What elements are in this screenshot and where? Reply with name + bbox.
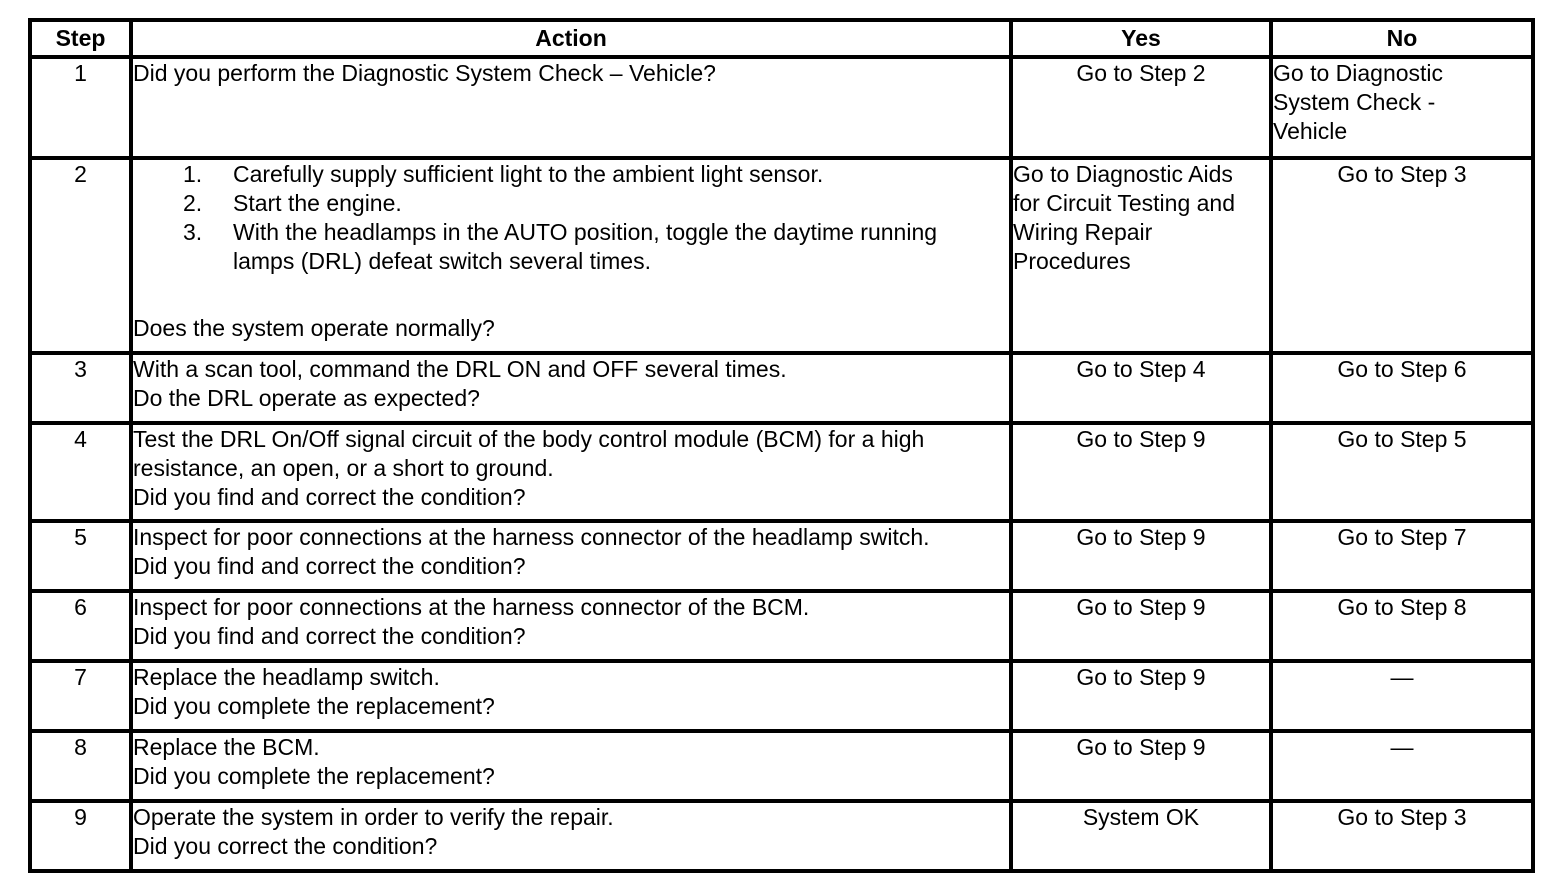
action-cell — [131, 591, 1011, 661]
action-text: Did you find and correct the condition? — [133, 553, 526, 579]
step-number: 7 — [30, 661, 131, 731]
action-text: Did you find and correct the condition? — [133, 623, 526, 649]
action-cell — [131, 57, 1011, 158]
action-text: Inspect for poor connections at the harness connector of the headlamp switch. — [133, 524, 930, 550]
yes-result: Go to Step 4 — [1011, 353, 1271, 423]
action-text: Did you find and correct the condition? — [133, 484, 526, 510]
action-cell — [131, 521, 1011, 591]
substep-list — [133, 160, 1009, 276]
action-cell — [131, 158, 1011, 353]
spacer — [133, 276, 1009, 314]
no-result-line: Go to Diagnostic — [1273, 60, 1444, 86]
yes-result: Go to Step 9 — [1011, 423, 1271, 521]
step-number: 2 — [30, 158, 131, 353]
substep-number: 3. — [183, 219, 203, 245]
yes-result-line: for Circuit Testing and — [1013, 190, 1236, 216]
yes-result: System OK — [1011, 801, 1271, 871]
table-row — [30, 57, 1533, 158]
action-text: Replace the BCM. — [133, 734, 320, 760]
step-number: 4 — [30, 423, 131, 521]
table-row — [30, 423, 1533, 521]
no-result-line: System Check - — [1273, 89, 1436, 115]
no-result: — — [1271, 661, 1533, 731]
step-number: 9 — [30, 801, 131, 871]
action-cell — [131, 353, 1011, 423]
yes-result: Go to Step 2 — [1011, 57, 1271, 158]
action-cell — [131, 801, 1011, 871]
yes-result: Go to Step 9 — [1011, 591, 1271, 661]
substep-item — [133, 160, 1009, 189]
header-no: No — [1271, 20, 1533, 57]
header-yes: Yes — [1011, 20, 1271, 57]
action-text: With a scan tool, command the DRL ON and OFF several times. — [133, 356, 787, 382]
substep-item — [133, 218, 1009, 276]
substep-text: Start the engine. — [233, 190, 402, 216]
action-cell — [131, 661, 1011, 731]
step-number: 5 — [30, 521, 131, 591]
table-row — [30, 801, 1533, 871]
step-number: 1 — [30, 57, 131, 158]
header-action: Action — [131, 20, 1011, 57]
action-cell — [131, 731, 1011, 801]
no-result: Go to Step 8 — [1271, 591, 1533, 661]
yes-result-line: Wiring Repair — [1013, 219, 1153, 245]
header-row — [30, 20, 1533, 57]
action-text: resistance, an open, or a short to ground. — [133, 455, 554, 481]
no-result-line: Vehicle — [1273, 118, 1348, 144]
yes-result-line: Procedures — [1013, 248, 1131, 274]
yes-result: Go to Step 9 — [1011, 731, 1271, 801]
no-result: Go to Step 3 — [1271, 801, 1533, 871]
step-number: 6 — [30, 591, 131, 661]
substep-text: Carefully supply sufficient light to the ambient light sensor. — [233, 161, 824, 187]
action-text: Operate the system in order to verify the repair. — [133, 804, 614, 830]
no-result: — — [1271, 731, 1533, 801]
substep-text: lamps (DRL) defeat switch several times. — [233, 248, 651, 274]
action-text: Inspect for poor connections at the harness connector of the BCM. — [133, 594, 810, 620]
action-text: Did you correct the condition? — [133, 833, 438, 859]
table-row — [30, 661, 1533, 731]
yes-result: Go to Step 9 — [1011, 661, 1271, 731]
table-row — [30, 521, 1533, 591]
substep-text: With the headlamps in the AUTO position, toggle the daytime running — [233, 219, 938, 245]
action-text: Did you perform the Diagnostic System Check – Vehicle? — [133, 60, 716, 86]
action-text: Replace the headlamp switch. — [133, 664, 440, 690]
step-number: 8 — [30, 731, 131, 801]
yes-result: Go to Step 9 — [1011, 521, 1271, 591]
substep-number: 1. — [183, 161, 203, 187]
no-result: Go to Step 6 — [1271, 353, 1533, 423]
table-row — [30, 731, 1533, 801]
substep-number: 2. — [183, 190, 203, 216]
yes-result — [1011, 158, 1271, 353]
no-result: Go to Step 3 — [1271, 158, 1533, 353]
action-text: Test the DRL On/Off signal circuit of the body control module (BCM) for a high — [133, 426, 925, 452]
table-row — [30, 158, 1533, 353]
action-text: Did you complete the replacement? — [133, 763, 495, 789]
step-number: 3 — [30, 353, 131, 423]
action-text: Did you complete the replacement? — [133, 693, 495, 719]
no-result: Go to Step 7 — [1271, 521, 1533, 591]
no-result — [1271, 57, 1533, 158]
action-text: Do the DRL operate as expected? — [133, 385, 480, 411]
table-row — [30, 353, 1533, 423]
header-step: Step — [30, 20, 131, 57]
action-cell — [131, 423, 1011, 521]
substep-item — [133, 189, 1009, 218]
yes-result-line: Go to Diagnostic Aids — [1013, 161, 1233, 187]
table-row — [30, 591, 1533, 661]
diagnostic-table — [28, 18, 1535, 873]
no-result: Go to Step 5 — [1271, 423, 1533, 521]
action-question: Does the system operate normally? — [133, 315, 495, 341]
